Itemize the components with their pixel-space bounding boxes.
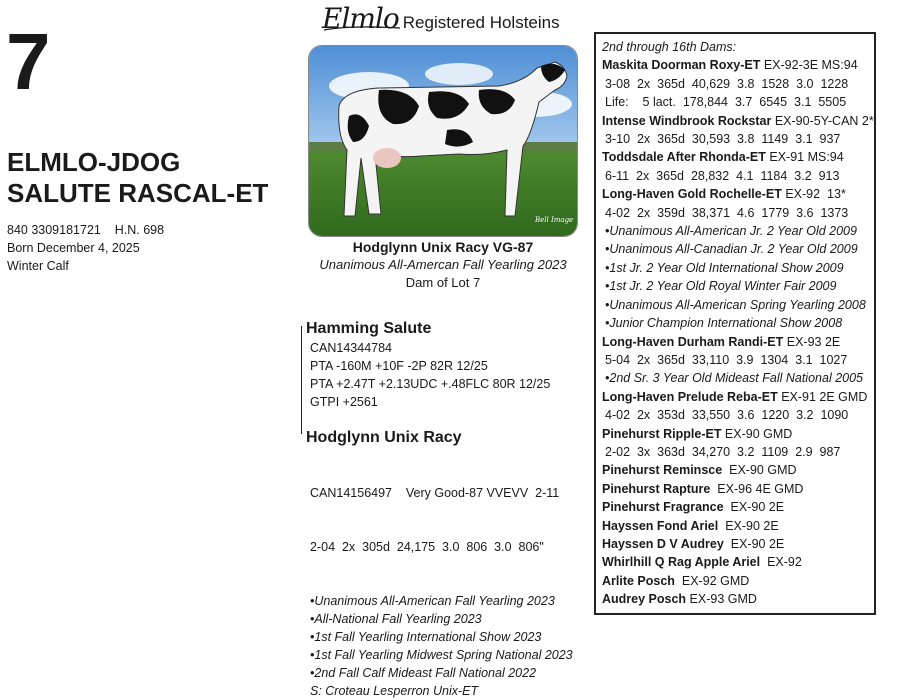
dam-block [306,428,573,700]
dam-entry [602,112,874,130]
dam-entry [602,56,874,74]
dam-entry-classification: EX-90 GMD [721,426,793,441]
dam-entry-classification: EX-93 GMD [686,592,757,607]
caption-dam-of-lot: Dam of Lot 7 [405,275,481,290]
animal-meta [7,221,164,275]
dam-entry-name: Hayssen Fond Ariel [602,518,719,533]
dam-entry-name: Long-Haven Durham Randi-ET [602,334,784,349]
dam-record: 6-11 2x 365d 28,832 4.1 1184 3.2 913 [605,168,840,183]
sire-detail-line: PTA +2.47T +2.13UDC +.48FLC 80R 12/25 [310,377,551,391]
sire-detail-line: PTA -160M +10F -2P 82R 12/25 [310,359,488,373]
dam-entry [602,535,874,553]
dam-entry [602,553,874,571]
dam-entry-name: Pinehurst Ripple-ET [602,426,722,441]
dam-detail-line: 2-04 2x 305d 24,175 3.0 806 3.0 806" [310,540,544,554]
dam-record: 3-08 2x 365d 40,629 3.8 1528 3.0 1228 [605,76,849,91]
dam-entry-name: Toddsdale After Rhonda-ET [602,150,766,165]
sire-detail-line: CAN14344784 [310,341,393,355]
sire-name: Hamming Salute [306,320,432,337]
birth-date: Born December 4, 2025 [7,241,140,255]
brand-script-logo: Elmlo [322,2,399,35]
lot-number: 7 [6,17,49,106]
animal-name-line-2: SALUTE RASCAL-ET [7,178,269,208]
photo-caption [300,238,586,292]
dam-entry-classification: EX-90 2E [718,518,779,533]
dam-entry-name: Pinehurst Reminsce [602,463,723,478]
dam-entry-name: Pinehurst Rapture [602,481,711,496]
dam-award: •Unanimous All-American Jr. 2 Year Old 2009 [605,224,857,239]
dam-record: Life: 5 lact. 178,844 3.7 6545 3.1 5505 [605,95,847,110]
dam-award: •Unanimous All-Canadian Jr. 2 Year Old 2009 [605,242,858,257]
pedigree-bracket [301,326,302,434]
dam-record: 4-02 2x 359d 38,371 4.6 1779 3.6 1373 [605,205,849,220]
dam-entry-classification: EX-96 4E GMD [710,481,804,496]
dam-record: 5-04 2x 365d 33,110 3.9 1304 3.1 1027 [605,352,848,367]
dam-entry-name: Long-Haven Prelude Reba-ET [602,389,778,404]
dam-name: Hodglynn Unix Racy [306,429,462,446]
dam-award: •1st Jr. 2 Year Old International Show 2009 [605,260,844,275]
dam-entry-name: Pinehurst Fragrance [602,500,724,515]
dam-entry-classification: EX-90-5Y-CAN 2* [771,113,874,128]
dam-entry [602,148,874,166]
dam-award: •All-National Fall Yearling 2023 [310,612,482,626]
brand-header [322,2,560,35]
dam-award: •1st Jr. 2 Year Old Royal Winter Fair 2009 [605,279,837,294]
dam-entry [602,590,874,608]
dam-detail-line: CAN14156497 Very Good-87 VVEVV 2-11 [310,486,560,500]
sire-detail-line: GTPI +2561 [310,395,378,409]
dam-entry-name: Maskita Doorman Roxy-ET [602,58,761,73]
dam-record: 2-02 3x 363d 34,270 3.2 1109 2.9 987 [605,444,841,459]
dam-entry [602,480,874,498]
dam-entry [602,572,874,590]
photo-watermark: Bell Image [535,216,574,224]
dam-entry-classification: EX-93 2E [783,334,841,349]
dam-record: 3-10 2x 365d 30,593 3.8 1149 3.1 937 [605,132,841,147]
holstein-cow-photo-icon [309,46,577,236]
dam-entry [602,388,874,406]
dam-details [310,448,573,592]
dams-box [594,32,876,615]
animal-name-line-1: ELMLO-JDOG [7,147,181,177]
dam-entry [602,498,874,516]
dam-entry-classification: EX-90 GMD [722,463,797,478]
dams-heading: 2nd through 16th Dams: [602,40,737,54]
dam-entry-classification: EX-92 13* [781,187,846,202]
dam-entry-classification: EX-90 2E [723,500,785,515]
dam-award: •Junior Champion International Show 2008 [605,316,843,331]
dam-entry-name: Audrey Posch [602,592,687,607]
dam-entry [602,425,874,443]
dam-award: •1st Fall Yearling International Show 2023 [310,630,542,644]
registration-line: 840 3309181721 H.N. 698 [7,223,165,237]
age-class: Winter Calf [7,259,69,273]
dam-entry [602,461,874,479]
dam-award: •1st Fall Yearling Midwest Spring National 2023 [310,648,573,662]
dam-sire-line: S: Croteau Lesperron Unix-ET [310,684,479,698]
dam-award: •2nd Sr. 3 Year Old Mideast Fall National 2005 [605,371,863,386]
caption-dam-name: Hodglynn Unix Racy VG-87 [352,239,534,255]
dams-list [602,56,874,608]
dam-award: •Unanimous All-American Fall Yearling 2023 [310,594,555,608]
cow-photo [308,45,578,237]
animal-name [7,147,268,209]
dam-entry-classification: EX-92 GMD [674,573,750,588]
dam-entry-name: Hayssen D V Audrey [602,536,724,551]
dam-entry-classification: EX-92-3E MS:94 [760,58,858,73]
dam-entry [602,517,874,535]
brand-swoosh-icon [322,24,402,32]
dam-award: •Unanimous All-American Spring Yearling 2008 [605,297,866,312]
dam-entry [602,333,874,351]
dam-entry-classification: EX-90 2E [723,536,785,551]
dam-entry-classification: EX-91 2E GMD [777,389,868,404]
dam-awards [310,592,573,700]
dam-award: •2nd Fall Calf Mideast Fall National 2022 [310,666,537,680]
dam-record: 4-02 2x 353d 33,550 3.6 1220 3.2 1090 [605,408,849,423]
brand-name: Registered Holsteins [402,13,560,32]
dam-entry-classification: EX-91 MS:94 [765,150,844,165]
dam-entry-name: Intense Windbrook Rockstar [602,113,772,128]
sire-details [310,339,550,411]
caption-award: Unanimous All-Amercan Fall Yearling 2023 [319,257,567,272]
dam-entry-name: Arlite Posch [602,573,675,588]
dam-entry-name: Whirlhill Q Rag Apple Ariel [602,555,761,570]
dam-entry-classification: EX-92 [760,555,802,570]
dam-entry [602,185,874,203]
dam-entry-name: Long-Haven Gold Rochelle-ET [602,187,782,202]
sire-block [306,319,550,411]
